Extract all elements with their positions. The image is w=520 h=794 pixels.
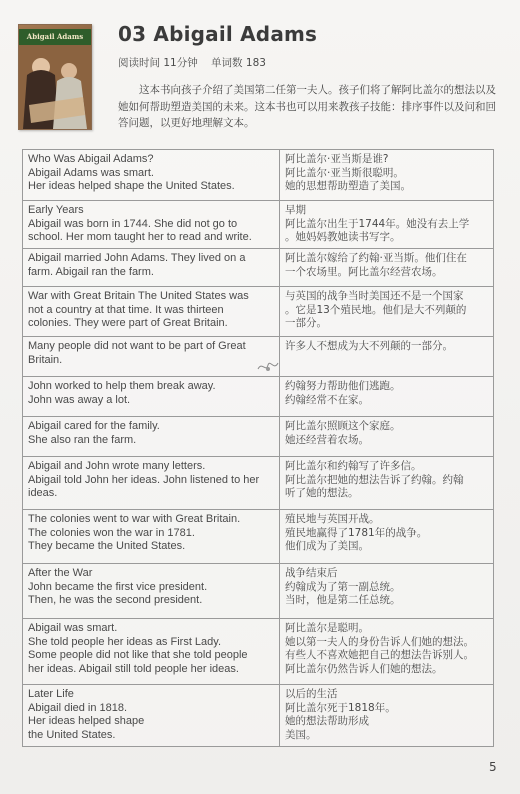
english-cell [23, 510, 280, 564]
chinese-line: 她的思想帮助塑造了美国。 [285, 180, 411, 192]
chinese-line: 当时，他是第二任总统。 [285, 594, 401, 606]
english-line: Later Life [28, 688, 74, 700]
chinese-cell [280, 337, 494, 377]
english-cell [23, 337, 280, 377]
chinese-line: 。她妈妈教她读书写字。 [285, 231, 401, 243]
page-title: 03 Abigail Adams [118, 22, 318, 46]
english-line: Abigail was smart. [28, 622, 118, 634]
word-count: 单词数 183 [211, 57, 266, 69]
english-line: Abigail Adams was smart. [28, 166, 154, 179]
chinese-line: 约翰经常不在家。 [285, 393, 369, 406]
chinese-line: 以后的生活 [285, 688, 338, 700]
chinese-cell [280, 685, 494, 747]
english-line: John became the first vice president. [28, 580, 208, 593]
english-line: school. Her mom taught her to read and write. [28, 231, 252, 243]
chinese-line: 一部分。 [285, 317, 327, 329]
english-line: the United States. [28, 728, 116, 741]
page-number: 5 [489, 760, 497, 774]
chinese-line: 阿比盖尔和约翰写了许多信。 [285, 460, 422, 472]
intro-paragraph: 这本书向孩子介绍了美国第二任第一夫人。孩子们将了解阿比盖尔的想法以及她如何帮助塑造美国的未来。这本书也可以用来教孩子技能：排序事件以及问和回答问题，以更好地理解文本。 [118, 84, 496, 129]
chinese-line: 约翰努力帮助他们逃跑。 [285, 380, 401, 392]
reading-meta [118, 55, 276, 70]
table-row [23, 417, 494, 457]
english-cell [23, 457, 280, 510]
english-line: Abigail was born in 1744. She did not go to [28, 217, 238, 230]
table-row [23, 510, 494, 564]
chinese-line: 听了她的想法。 [285, 487, 359, 499]
chinese-line: 战争结束后 [285, 567, 338, 579]
chinese-line: 阿比盖尔死于1818年。 [285, 701, 396, 714]
english-line: Who Was Abigail Adams? [28, 153, 154, 165]
chinese-line: 殖民地赢得了1781年的战争。 [285, 526, 428, 539]
english-line: Britain. [28, 353, 63, 366]
table-row [23, 377, 494, 417]
chinese-line: 阿比盖尔·亚当斯是谁? [285, 153, 389, 165]
english-line: The colonies went to war with Great Britain. [28, 513, 241, 525]
english-cell [23, 564, 280, 619]
english-cell [23, 287, 280, 337]
chinese-cell [280, 287, 494, 337]
table-row [23, 287, 494, 337]
chinese-line: 阿比盖尔照顾这个家庭。 [285, 420, 401, 432]
english-cell [23, 377, 280, 417]
flourish-ornament-icon [256, 357, 280, 377]
reading-time: 阅读时间 11分钟 [118, 57, 198, 69]
chinese-line: 阿比盖尔出生于1744年。她没有去上学 [285, 217, 470, 230]
english-line: After the War [28, 567, 93, 579]
chinese-cell [280, 150, 494, 201]
chinese-line: 他们成为了美国。 [285, 540, 369, 552]
book-cover-image [18, 24, 92, 130]
chinese-cell [280, 564, 494, 619]
chinese-line: 美国。 [285, 728, 317, 741]
chinese-cell [280, 510, 494, 564]
chinese-line: 与英国的战争当时美国还不是一个国家 [285, 290, 464, 302]
english-line: Abigail died in 1818. [28, 701, 128, 714]
chinese-cell [280, 619, 494, 685]
english-line: They became the United States. [28, 540, 186, 552]
english-line: John worked to help them break away. [28, 380, 216, 392]
table-row [23, 685, 494, 747]
book-cover-title: Abigail Adams [19, 29, 91, 45]
chinese-line: 有些人不喜欢她把自己的想法告诉别人。 [285, 649, 474, 661]
english-line: colonies. They were part of Great Britain. [28, 317, 228, 329]
english-line: farm. Abigail ran the farm. [28, 265, 154, 278]
table-row [23, 150, 494, 201]
table-row [23, 201, 494, 249]
english-line: Then, he was the second president. [28, 594, 203, 606]
chinese-line: 她还经营着农场。 [285, 433, 369, 446]
english-line: She also ran the farm. [28, 433, 137, 446]
chinese-cell [280, 201, 494, 249]
english-line: The colonies won the war in 1781. [28, 526, 195, 539]
english-line: Many people did not want to be part of Great [28, 340, 246, 352]
english-line: ideas. [28, 487, 58, 499]
chinese-cell [280, 417, 494, 457]
cover-illustration [19, 45, 91, 129]
english-cell [23, 685, 280, 747]
english-line: She told people her ideas as First Lady. [28, 635, 222, 648]
english-line: Abigail and John wrote many letters. [28, 460, 206, 472]
chinese-line: 她以第一夫人的身份告诉人们她的想法。 [285, 635, 474, 648]
english-line: Abigail cared for the family. [28, 420, 160, 432]
english-line: Early Years [28, 204, 84, 216]
english-cell [23, 619, 280, 685]
english-line: War with Great Britain The United States was [28, 290, 249, 302]
english-line: Abigail told John her ideas. John listened to her [28, 473, 260, 486]
chinese-cell [280, 457, 494, 510]
chinese-line: 早期 [285, 204, 306, 216]
chinese-line: 阿比盖尔·亚当斯很聪明。 [285, 166, 404, 179]
chinese-cell [280, 249, 494, 287]
chinese-cell [280, 377, 494, 417]
table-row [23, 564, 494, 619]
table-row [23, 619, 494, 685]
english-line: not a country at that time. It was thirteen [28, 303, 224, 316]
chinese-line: 阿比盖尔仍然告诉人们她的想法。 [285, 662, 443, 675]
english-line: Her ideas helped shape the United States. [28, 180, 235, 192]
chinese-line: 。它是13个殖民地。他们是大不列颠的 [285, 303, 467, 316]
chinese-line: 许多人不想成为大不列颠的一部分。 [285, 340, 453, 352]
english-line: John was away a lot. [28, 393, 131, 406]
chinese-line: 一个农场里。阿比盖尔经营农场。 [285, 265, 443, 278]
english-line: her ideas. Abigail still told people her ideas. [28, 662, 239, 675]
english-cell [23, 249, 280, 287]
bilingual-table [22, 149, 494, 747]
english-cell [23, 201, 280, 249]
english-cell [23, 417, 280, 457]
table-row [23, 249, 494, 287]
chinese-line: 阿比盖尔嫁给了约翰·亚当斯。他们住在 [285, 252, 467, 264]
english-cell [23, 150, 280, 201]
english-line: Abigail married John Adams. They lived on a [28, 252, 246, 264]
chinese-line: 约翰成为了第一副总统。 [285, 580, 401, 593]
chinese-line: 阿比盖尔把她的想法告诉了约翰。约翰 [285, 473, 464, 486]
table-row [23, 457, 494, 510]
english-line: Some people did not like that she told people [28, 649, 248, 661]
chinese-line: 她的想法帮助形成 [285, 715, 369, 727]
english-line: Her ideas helped shape [28, 715, 145, 727]
chinese-line: 阿比盖尔是聪明。 [285, 622, 369, 634]
chinese-line: 殖民地与英国开战。 [285, 513, 380, 525]
